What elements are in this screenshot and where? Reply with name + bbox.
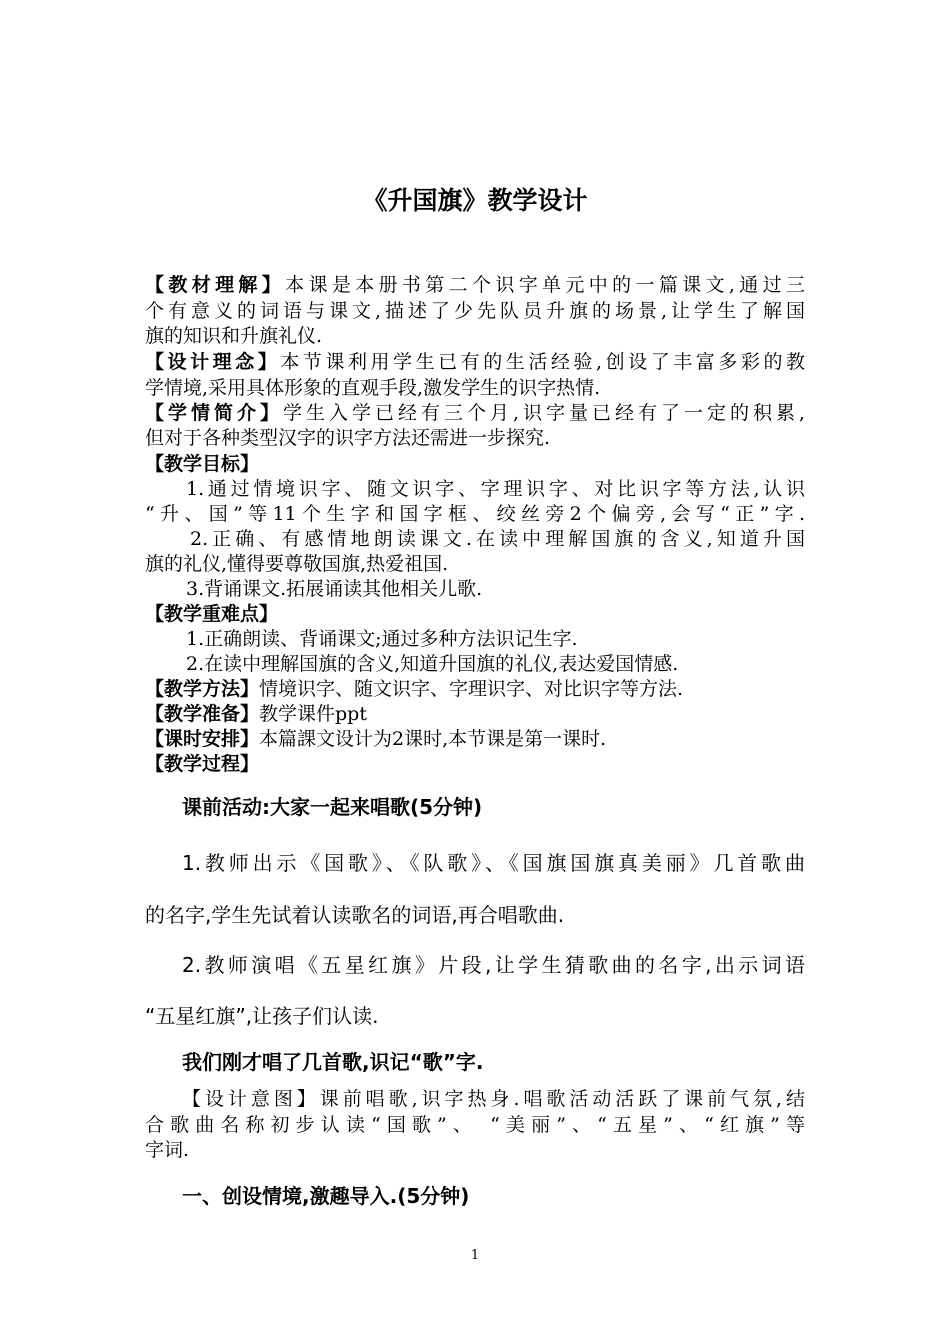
design-intent-line-2: 合歌曲名称初步认读“国歌”、 “美丽”、“五星”、“红旗”等	[145, 1114, 805, 1136]
learner-profile-line-1	[145, 401, 805, 425]
pre-step-1-line-2: 的名字,学生先试着认读歌名的词语,再合唱歌曲.	[145, 903, 565, 927]
class-schedule	[145, 727, 606, 751]
design-intent-label: 【设计意图】	[182, 1088, 320, 1110]
pre-class-heading: 课前活动:大家一起来唱歌(5分钟)	[182, 795, 483, 819]
design-concept-label: 【设计理念】	[145, 351, 281, 373]
teaching-methods-label: 【教学方法】	[145, 678, 260, 700]
pre-step-2-line-2: “五星红旗”,让孩子们认读.	[145, 1004, 379, 1028]
goal-2-line-1: 2.正确、有感情地朗读课文.在读中理解国旗的含义,知道升国	[190, 528, 805, 550]
pre-step-2-line-1: 2.教师演唱《五星红旗》片段,让学生猜歌曲的名字,出示词语	[182, 953, 805, 977]
teaching-preparation-label: 【教学准备】	[145, 703, 260, 725]
design-intent-line-1	[182, 1087, 805, 1111]
teaching-goals-label: 【教学目标】	[145, 453, 260, 475]
section-1-heading: 一、创设情境,激趣导入.(5分钟)	[182, 1184, 470, 1208]
teaching-process-label: 【教学过程】	[145, 753, 260, 775]
design-intent-text-1: 课前唱歌,识字热身.唱歌活动活跃了课前气氛,结	[319, 1088, 805, 1110]
textbook-understanding-line-1	[145, 273, 805, 297]
textbook-understanding-text-1: 本课是本册书第二个识字单元中的一篇课文,通过三	[285, 274, 805, 296]
teaching-preparation-text: 教学课件ppt	[259, 703, 367, 725]
goal-1-line-1: 1.通过情境识字、随文识字、字理识字、对比识字等方法,认识	[186, 478, 805, 500]
goal-1-line-2: “升、国”等11个生字和国字框、绞丝旁2个偏旁,会写“正”字.	[145, 503, 805, 525]
design-intent-line-3: 字词.	[145, 1139, 190, 1161]
textbook-understanding-line-3: 旗的知识和升旗礼仪.	[145, 325, 323, 347]
goal-3: 3.背诵课文.拓展诵读其他相关儿歌.	[186, 578, 483, 600]
teaching-methods	[145, 677, 683, 701]
learner-profile-line-2: 但对于各种类型汉字的识字方法还需进一步探究.	[145, 427, 551, 449]
page-title: 《升国旗》教学设计	[362, 186, 588, 215]
key-point-2: 2.在读中理解国旗的含义,知道升国旗的礼仪,表达爱国情感.	[186, 653, 679, 675]
goal-2-line-2: 旗的礼仪,懂得要尊敬国旗,热爱祖国.	[145, 553, 449, 575]
teaching-preparation	[145, 702, 367, 726]
design-concept-text-1: 本节课利用学生已有的生活经验,创设了丰富多彩的教	[280, 351, 805, 373]
design-concept-line-2: 学情境,采用具体形象的直观手段,激发学生的识字热情.	[145, 377, 601, 399]
class-schedule-label: 【课时安排】	[145, 728, 260, 750]
page-number: 1	[470, 1248, 480, 1263]
key-point-1: 1.正确朗读、背诵课文;通过多种方法识记生字.	[186, 628, 578, 650]
teaching-methods-text: 情境识字、随文识字、字理识字、对比识字等方法.	[259, 678, 684, 700]
class-schedule-text: 本篇課文设计为2课时,本节课是第一课时.	[259, 728, 607, 750]
learner-profile-label: 【学情简介】	[145, 402, 283, 424]
textbook-understanding-line-2: 个有意义的词语与课文,描述了少先队员升旗的场景,让学生了解国	[145, 300, 805, 322]
learner-profile-text-1: 学生入学已经有三个月,识字量已经有了一定的积累,	[282, 402, 805, 424]
pre-step-3: 我们刚才唱了几首歌,识记“歌”字.	[182, 1050, 484, 1074]
pre-step-1-line-1: 1.教师出示《国歌》、《队歌》、《国旗国旗真美丽》几首歌曲	[182, 851, 805, 875]
textbook-understanding-label: 【教材理解】	[145, 274, 286, 296]
key-points-label: 【教学重难点】	[145, 603, 279, 625]
design-concept-line-1	[145, 350, 805, 374]
